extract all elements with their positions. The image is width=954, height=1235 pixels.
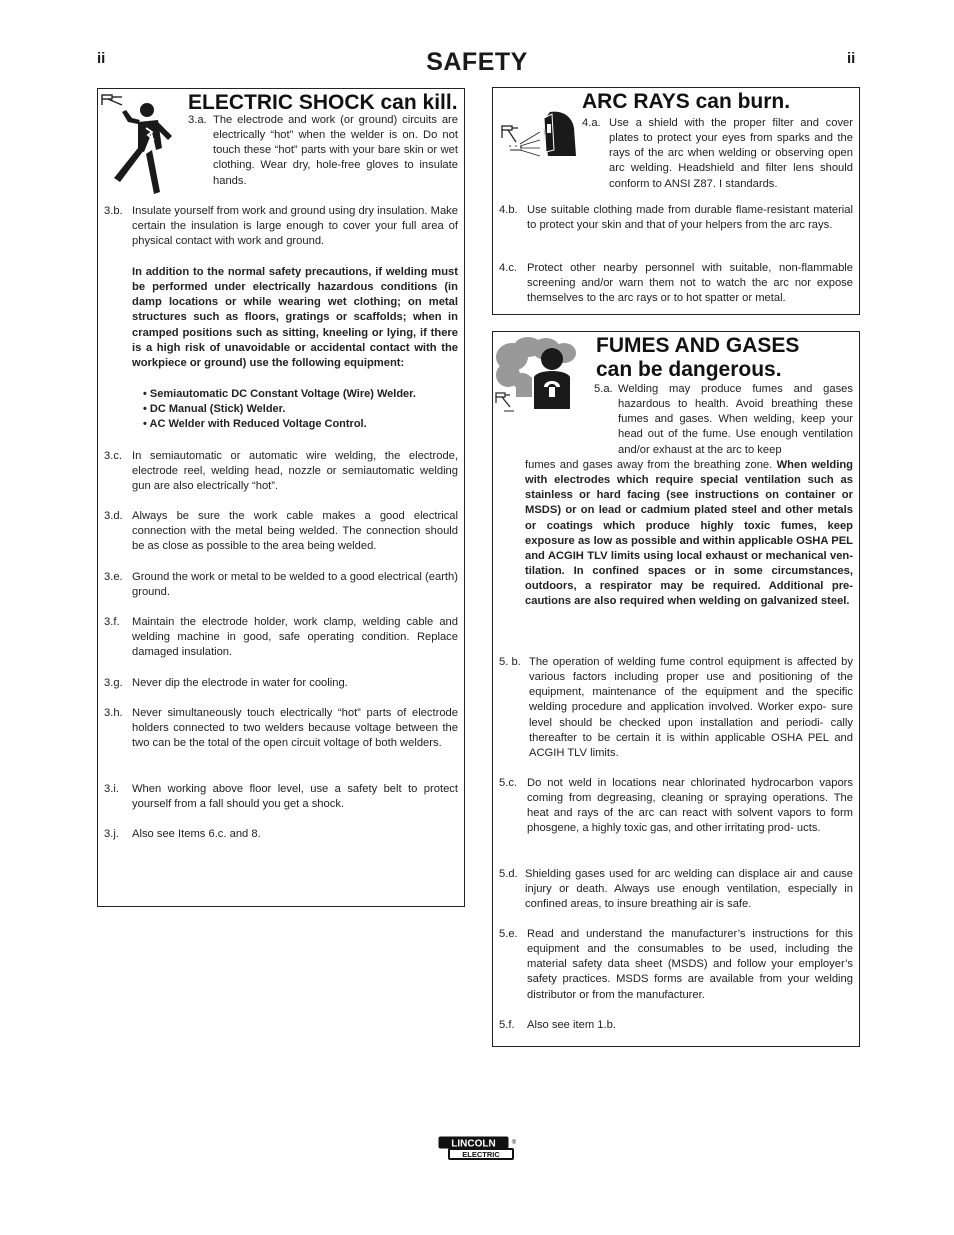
logo-line2: ELECTRIC xyxy=(462,1150,500,1159)
item-3i xyxy=(104,782,458,812)
page-title: SAFETY xyxy=(426,48,528,76)
item-text: Do not weld in locations near chlorinated hydrocarbon vapors coming from degreasing, cleaning or spraying operations. The heat and rays of the arc can react with solvent vapors to form phosgene, a highly toxic gas, and other irritating prod- ucts. xyxy=(527,777,853,835)
item-3b-warning xyxy=(132,265,458,371)
item-number: 3.i. xyxy=(104,783,119,795)
item-text: Read and understand the manufacturer’s instructions for this equipment and the consumables to be used, including the material safety data sheet (MSDS) and follow your employer’s safety practices. MSDS forms are available from your welding distributor or from the manufacturer. xyxy=(527,928,853,1001)
item-number: 5.e. xyxy=(499,928,518,940)
logo-registered-mark: ® xyxy=(511,1140,517,1146)
item-text: Ground the work or metal to be welded to a good electrical (earth) ground. xyxy=(132,571,458,599)
item-number: 3.h. xyxy=(104,707,123,719)
arc-rays-icon xyxy=(498,110,580,164)
item-4a xyxy=(582,116,853,192)
item-5c xyxy=(499,776,853,837)
item-5a xyxy=(594,382,853,458)
item-number: 3.g. xyxy=(104,677,123,689)
item-number: 3.f. xyxy=(104,616,120,628)
item-text: Also see Items 6.c. and 8. xyxy=(132,828,261,840)
electric-shock-icon xyxy=(100,92,182,204)
item-3b xyxy=(104,204,458,249)
item-text: Never simultaneously touch electrically “hot” parts of electrode holders connected to two welders because voltage between the two can be the total of the open circuit voltage of both welders. xyxy=(132,707,458,750)
item-5e xyxy=(499,927,853,1003)
item-3c xyxy=(104,449,458,494)
fumes-heading-line2: can be dangerous. xyxy=(596,358,782,381)
item-3h xyxy=(104,706,458,751)
item-3e xyxy=(104,570,458,600)
item-3j xyxy=(104,827,458,842)
item-text: Never dip the electrode in water for cooling. xyxy=(132,677,348,689)
item-text: In semiautomatic or automatic wire welding, the electrode, electrode reel, welding head, nozzle or semiautomatic welding gun are also electrically “hot”. xyxy=(132,450,458,493)
equipment-item: • AC Welder with Reduced Voltage Control. xyxy=(143,418,367,430)
item-3d xyxy=(104,509,458,554)
warning-text: When welding with electrodes which require special ventilation such as stainless or hard facing (see instructions on container or MSDS) or on lead or cadmium plated steel and other metals or coatings which produce highly toxic fumes, keep exposure as low as possible and within applicable OSHA PEL and ACGIH TLV limits using local exhaust or mechanical ven- tilation. In confined spaces or in some circumstances, outdoors, a respirator may be required. Additional pre- cautions are also required when welding on galvanized steel. xyxy=(525,459,854,608)
item-text: Welding may produce fumes and gases hazardous to health. Avoid breathing these fumes and gases. When welding, keep your head out of the fume. Use enough ventilation and/or exhaust at the arc to keep xyxy=(618,383,853,456)
item-3g xyxy=(104,676,458,691)
fumes-gases-icon xyxy=(494,337,590,415)
item-5d xyxy=(499,867,853,912)
item-text: Also see item 1.b. xyxy=(527,1019,616,1031)
item-text: The operation of welding fume control equipment is affected by various factors including proper use and positioning of the equipment, maintenance of the equipment and the specific welding procedure and application involved. Worker expo- sure level should be checked upon installation and periodi- cally thereafter to be certain it is within applicable OSHA PEL and ACGIH TLV limits. xyxy=(529,656,853,759)
page-number-left: ii xyxy=(97,50,106,67)
item-number: 4.c. xyxy=(499,262,518,274)
item-number: 3.c. xyxy=(104,450,123,462)
item-3a xyxy=(188,113,458,189)
arc-rays-heading: ARC RAYS can burn. xyxy=(582,90,791,113)
item-number: 5.a. xyxy=(594,383,613,395)
logo-line1: LINCOLN xyxy=(451,1138,496,1150)
item-5b xyxy=(499,655,853,761)
item-number: 4.b. xyxy=(499,204,518,216)
item-text: Maintain the electrode holder, work clamp, welding cable and welding machine in good, safe operating condition. Replace damaged insulation. xyxy=(132,616,458,659)
item-text: Insulate yourself from work and ground using dry insulation. Make certain the insulation is large enough to cover your full area of physical contact with work and ground. xyxy=(132,205,458,248)
fumes-heading-line1: FUMES AND GASES xyxy=(596,334,800,357)
warning-text: In addition to the normal safety precautions, if welding must be performed under electrically hazardous conditions (in damp locations or while wearing wet clothing; on metal structures such as floors, gratings or scaffolds; when in cramped positions such as sitting, kneeling or lying, if there is a high risk of unavoidable or accidental contact with the workpiece or ground) use the following equipment: xyxy=(132,266,458,369)
item-number: 3.j. xyxy=(104,828,119,840)
equipment-item: • DC Manual (Stick) Welder. xyxy=(143,403,286,415)
item-number: 3.e. xyxy=(104,571,123,583)
item-text: When working above floor level, use a safety belt to protect yourself from a fall should you get a shock. xyxy=(132,783,458,811)
page-number-right: ii xyxy=(847,50,856,67)
lincoln-electric-logo xyxy=(438,1136,517,1162)
item-text: Protect other nearby personnel with suitable, non-flammable screening and/or warn them not to watch the arc nor expose themselves to the arc rays or to hot spatter or metal. xyxy=(527,262,853,305)
item-number: 5. b. xyxy=(499,656,521,668)
item-text: Shielding gases used for arc welding can displace air and cause injury or death. Always use enough ventilation, especially in confined areas, to insure breathing air is safe. xyxy=(525,868,853,911)
item-number: 4.a. xyxy=(582,117,601,129)
item-4b xyxy=(499,203,853,233)
item-text: Use a shield with the proper filter and cover plates to protect your eyes from sparks and the rays of the arc when welding or observing open arc welding. Headshield and filter lens should conform to ANSI Z87. I standards. xyxy=(609,117,853,190)
item-text: Always be sure the work cable makes a good electrical connection with the metal being welded. The connection should be as close as possible to the area being welded. xyxy=(132,510,458,553)
electric-shock-heading: ELECTRIC SHOCK can kill. xyxy=(188,91,458,114)
equipment-item: • Semiautomatic DC Constant Voltage (Wire) Welder. xyxy=(143,388,416,400)
item-number: 3.d. xyxy=(104,510,123,522)
item-4c xyxy=(499,261,853,306)
item-number: 3.a. xyxy=(188,114,207,126)
item-5f xyxy=(499,1018,853,1033)
item-3f xyxy=(104,615,458,660)
item-5a-continued xyxy=(525,458,853,610)
item-number: 5.c. xyxy=(499,777,518,789)
item-number: 5.d. xyxy=(499,868,518,880)
item-number: 3.b. xyxy=(104,205,123,217)
item-text: fumes and gases away from the breathing zone. xyxy=(525,459,773,471)
item-text: Use suitable clothing made from durable flame-resistant material to protect your skin and that of your helpers from the arc rays. xyxy=(527,204,853,232)
item-text: The electrode and work (or ground) circuits are electrically “hot” when the welder is on. Do not touch these “hot” parts with your bare skin or wet clothing. Wear dry, hole-free gloves to insulate hands. xyxy=(213,114,458,187)
item-number: 5.f. xyxy=(499,1019,515,1031)
